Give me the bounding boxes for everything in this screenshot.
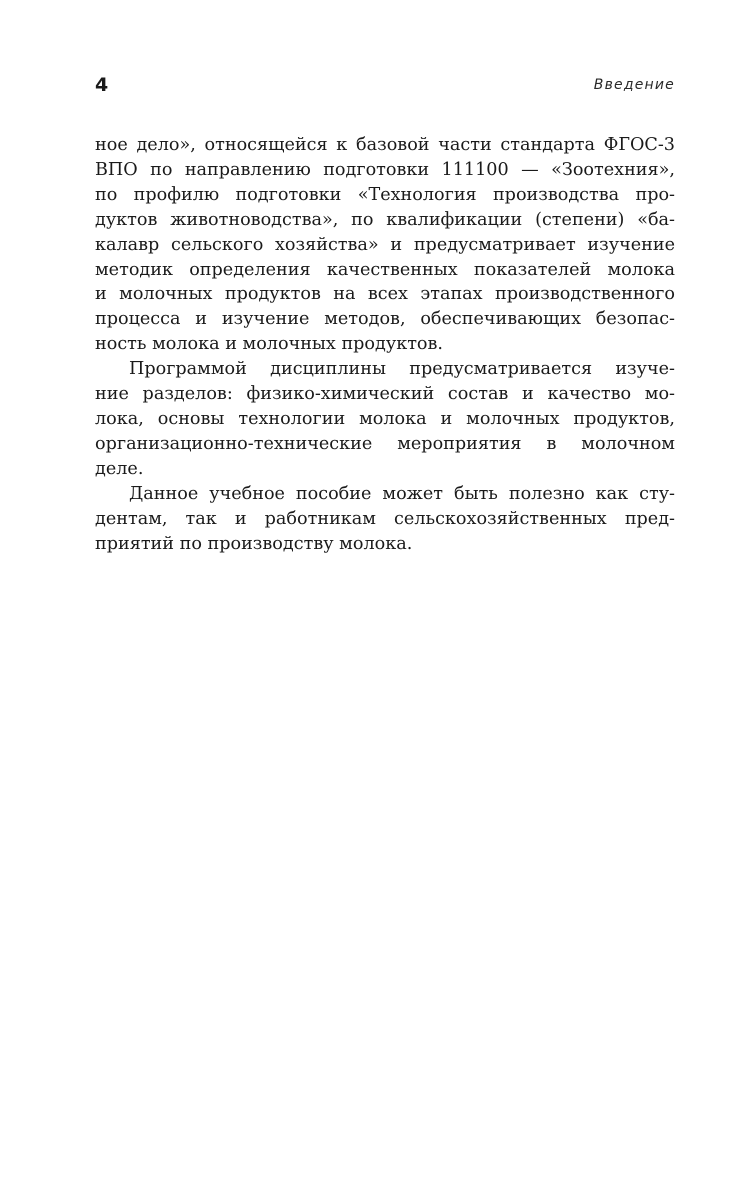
page-number: 4 — [95, 74, 109, 96]
text-line: Программой дисциплины предусматривается изуче- — [129, 359, 675, 380]
text-line: ние разделов: физико-химический состав и качество мо- — [95, 384, 675, 405]
text-line: организационно-технические мероприятия в молочном — [95, 433, 675, 454]
text-line: деле. — [95, 458, 144, 479]
text-line: дентам, так и работникам сельскохозяйственных пред- — [95, 508, 675, 529]
text-line: Данное учебное пособие может быть полезно как сту- — [129, 483, 675, 504]
text-line: и молочных продуктов на всех этапах производственного — [95, 284, 675, 305]
running-head — [95, 72, 675, 98]
text-line: ное дело», относящейся к базовой части стандарта ФГОС-3 — [95, 135, 675, 155]
text-line: ность молока и молочных продуктов. — [95, 334, 444, 355]
text-line: ВПО по направлению подготовки 111100 — «Зоотехния», — [95, 159, 675, 180]
text-line: процесса и изучение методов, обеспечивающих безопас- — [95, 309, 675, 330]
text-line: по профилю подготовки «Технология производства про- — [95, 184, 675, 205]
text-line: методик определения качественных показателей молока — [95, 259, 675, 280]
text-line: приятий по производству молока. — [95, 533, 413, 554]
text-body — [95, 133, 675, 556]
text-line: дуктов животноводства», по квалификации (степени) «ба- — [95, 209, 675, 230]
text-line: лока, основы технологии молока и молочных продуктов, — [95, 408, 675, 429]
text-line: калавр сельского хозяйства» и предусматривает изучение — [95, 234, 675, 255]
paragraph-3 — [95, 482, 675, 557]
section-title: Введение — [593, 77, 675, 93]
paragraph-2 — [95, 357, 675, 482]
paragraph-1 — [95, 133, 675, 357]
